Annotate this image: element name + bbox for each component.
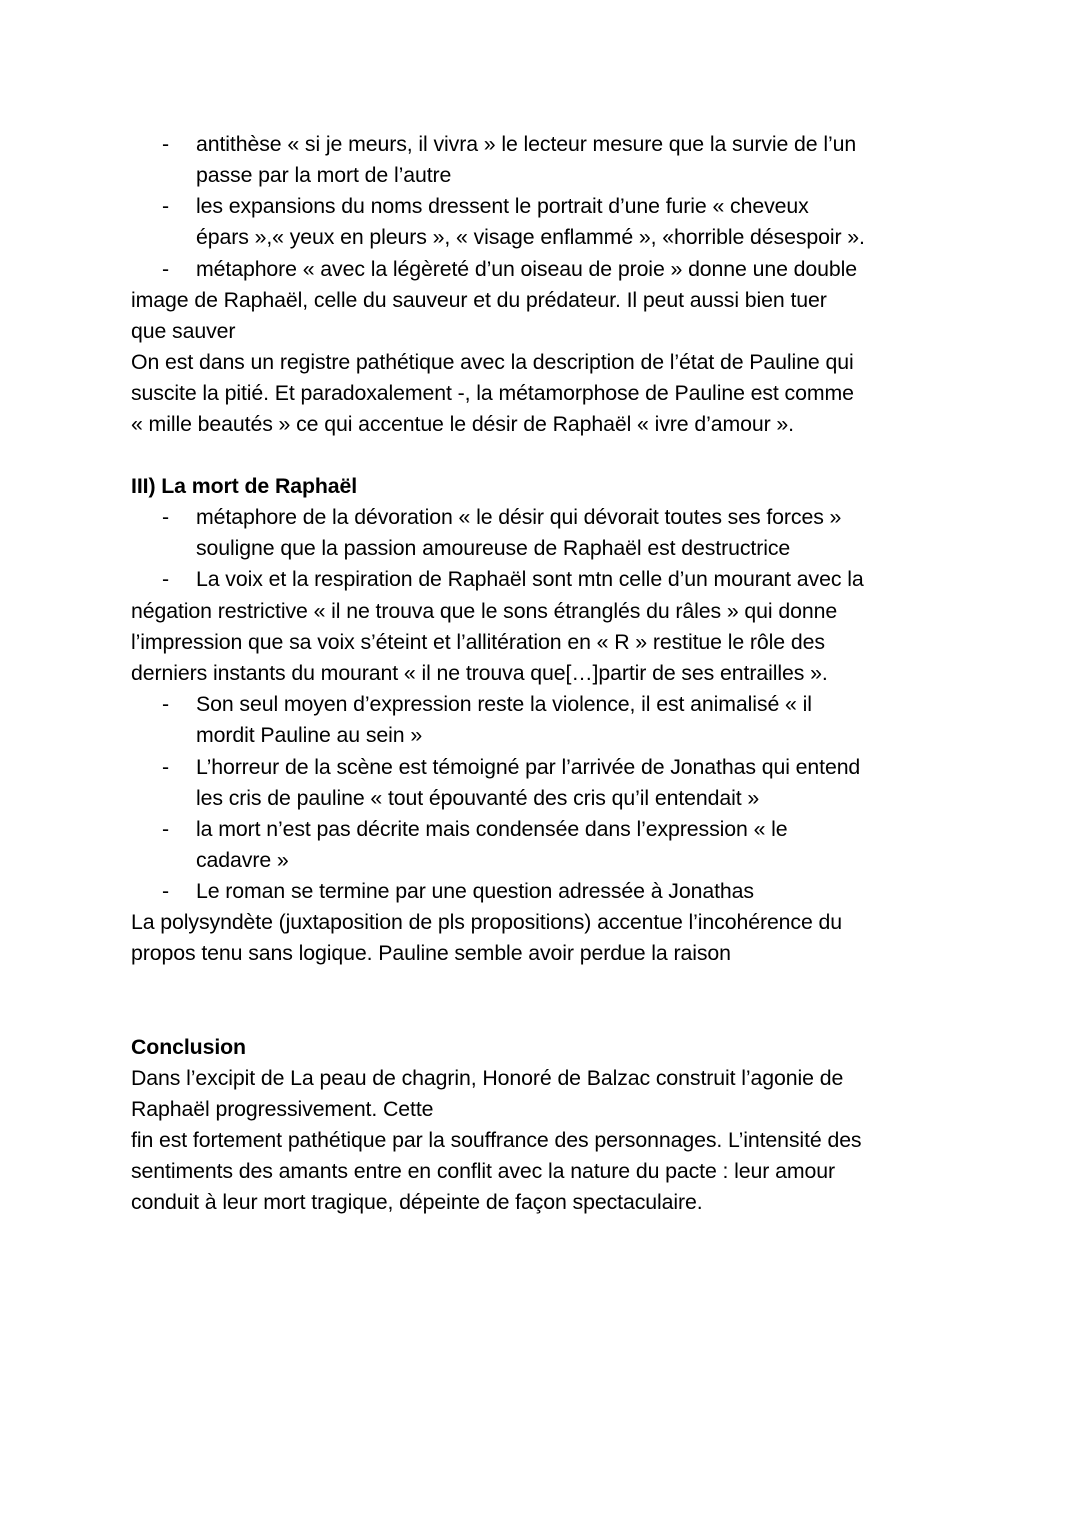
paragraph-line: propos tenu sans logique. Pauline semble avoir perdue la raison xyxy=(131,941,731,965)
paragraph-line: suscite la pitié. Et paradoxalement -, la métamorphose de Pauline est comme xyxy=(131,381,854,405)
bullet-dash: - xyxy=(162,879,170,903)
bullet-text-line: la mort n’est pas décrite mais condensée dans l’expression « le xyxy=(196,817,788,841)
paragraph-line: Dans l’excipit de La peau de chagrin, Honoré de Balzac construit l’agonie de xyxy=(131,1066,844,1090)
bullet-dash: - xyxy=(162,257,170,281)
bullet-text-line: cadavre » xyxy=(196,848,289,872)
bullet-dash: - xyxy=(162,505,170,529)
bullet-text-line: les cris de pauline « tout épouvanté des cris qu’il entendait » xyxy=(196,786,760,810)
paragraph-line: La polysyndète (juxtaposition de pls propositions) accentue l’incohérence du xyxy=(131,910,843,934)
bullet-dash: - xyxy=(162,692,170,716)
bullet-text-line: L’horreur de la scène est témoigné par l’arrivée de Jonathas qui entend xyxy=(196,755,861,779)
paragraph-line: sentiments des amants entre en conflit avec la nature du pacte : leur amour xyxy=(131,1159,835,1183)
bullet-dash: - xyxy=(162,567,170,591)
bullet-text-line: passe par la mort de l’autre xyxy=(196,163,452,187)
paragraph-line: fin est fortement pathétique par la souffrance des personnages. L’intensité des xyxy=(131,1128,862,1152)
bullet-dash: - xyxy=(162,755,170,779)
bullet-text-line: Son seul moyen d’expression reste la violence, il est animalisé « il xyxy=(196,692,812,716)
paragraph-line: conduit à leur mort tragique, dépeinte de façon spectaculaire. xyxy=(131,1190,703,1214)
paragraph-line: On est dans un registre pathétique avec la description de l’état de Pauline qui xyxy=(131,350,854,374)
bullet-dash: - xyxy=(162,194,170,218)
bullet-dash: - xyxy=(162,132,170,156)
bullet-text-line: les expansions du noms dressent le portrait d’une furie « cheveux xyxy=(196,194,809,218)
bullet-text-line: métaphore « avec la légèreté d’un oiseau de proie » donne une double xyxy=(196,257,858,281)
section-heading: III) La mort de Raphaël xyxy=(131,474,358,498)
bullet-text-line: La voix et la respiration de Raphaël sont mtn celle d’un mourant avec la xyxy=(196,567,864,591)
bullet-text-line: image de Raphaël, celle du sauveur et du prédateur. Il peut aussi bien tuer xyxy=(131,288,827,312)
paragraph-line: Raphaël progressivement. Cette xyxy=(131,1097,434,1121)
bullet-text-line: antithèse « si je meurs, il vivra » le lecteur mesure que la survie de l’un xyxy=(196,132,857,156)
bullet-text-line: derniers instants du mourant « il ne trouva que[…]partir de ses entrailles ». xyxy=(131,661,828,685)
bullet-dash: - xyxy=(162,817,170,841)
bullet-text-line: l’impression que sa voix s’éteint et l’allitération en « R » restitue le rôle des xyxy=(131,630,825,654)
bullet-text-line: que sauver xyxy=(131,319,236,343)
conclusion-heading: Conclusion xyxy=(131,1035,246,1059)
bullet-text-line: épars »,« yeux en pleurs », « visage enflammé », «horrible désespoir ». xyxy=(196,225,865,249)
bullet-text-line: négation restrictive « il ne trouva que le sons étranglés du râles » qui donne xyxy=(131,599,838,623)
bullet-text-line: mordit Pauline au sein » xyxy=(196,723,423,747)
bullet-text-line: souligne que la passion amoureuse de Raphaël est destructrice xyxy=(196,536,791,560)
bullet-text-line: Le roman se termine par une question adressée à Jonathas xyxy=(196,879,754,903)
paragraph-line: « mille beautés » ce qui accentue le désir de Raphaël « ivre d’amour ». xyxy=(131,412,794,436)
bullet-text-line: métaphore de la dévoration « le désir qui dévorait toutes ses forces » xyxy=(196,505,842,529)
